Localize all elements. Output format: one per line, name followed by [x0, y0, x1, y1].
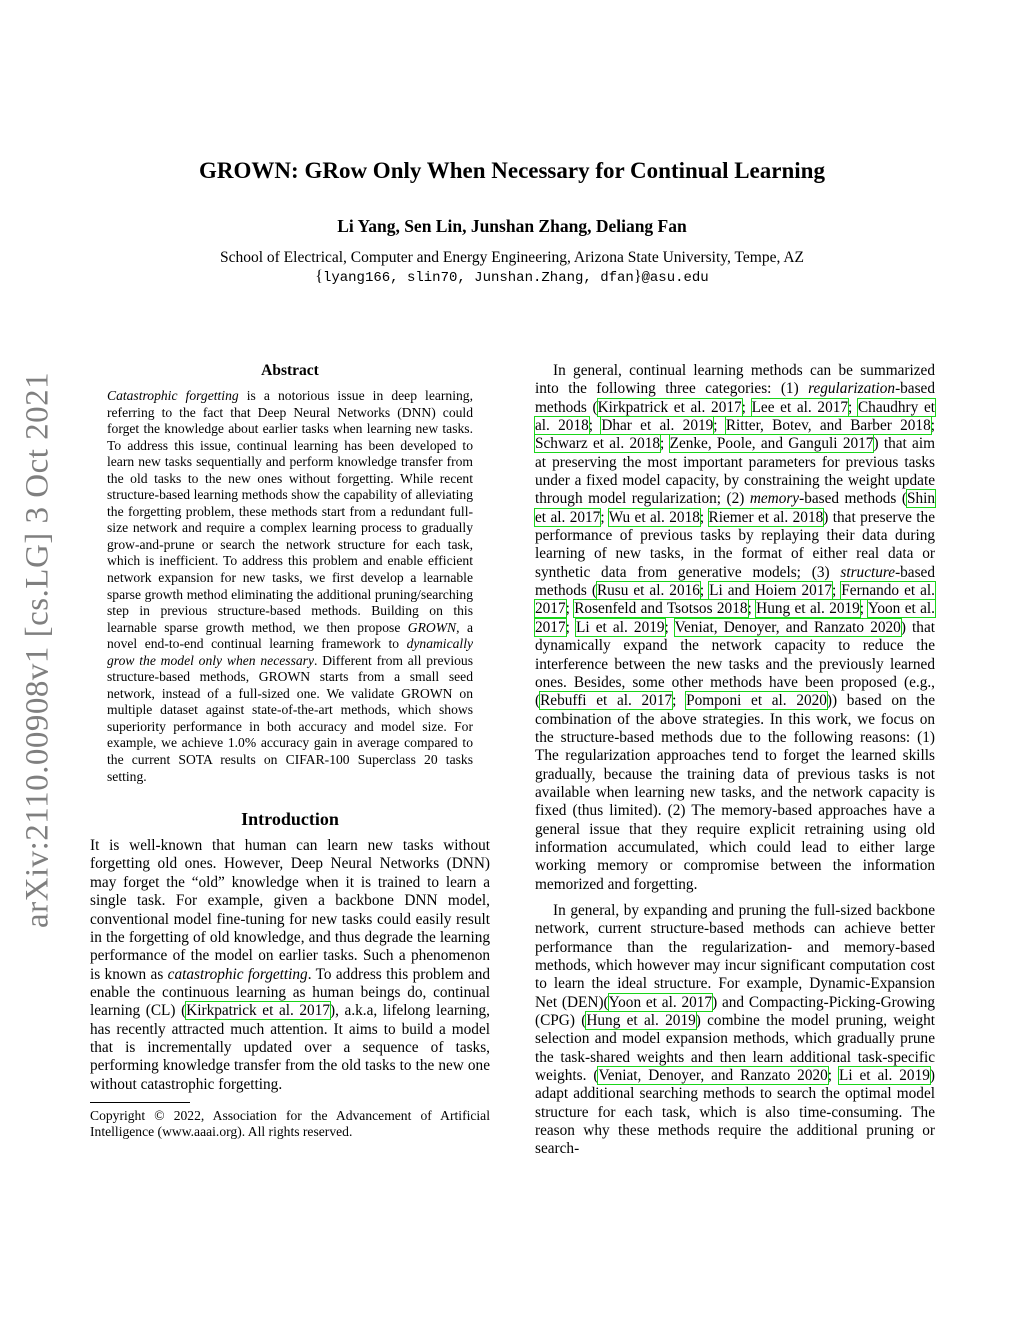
- rp1-text: -based methods (: [535, 380, 935, 416]
- intro-text-2: . To address this problem and enable the continuous learning as human beings do, continual learning (CL) (: [90, 965, 490, 1020]
- abstract-dynamic: dynamically grow the model only when necessary: [107, 636, 473, 668]
- intro-text-1: It is well-known that human can learn new tasks without forgetting old ones. However, Deep Neural Networks (DNN) may forget the “old” knowledge when it is trained to learn a single task. For example, given a backbone DNN model, conventional model fine-tuning for new tasks could easily result in the forgetting of old knowledge, and thus degrade the learning performance of the model on earlier tasks. Such a phenomenon is known as: [90, 837, 490, 983]
- citation-link[interactable]: Yoon et al. 2017: [535, 600, 936, 636]
- rp1-term: regularization: [808, 380, 896, 398]
- brace-close: }: [633, 268, 642, 285]
- abstract-term: Catastrophic forgetting: [107, 388, 239, 403]
- left-column: [90, 362, 490, 1141]
- citation-link[interactable]: Veniat, Denoyer, and Ranzato 2020: [674, 618, 901, 636]
- rp1-text: ) that dynamically expand the network capacity to reduce the interference between the new tasks and the previously learned ones. Besides, some other methods have been proposed (e.g., (: [535, 618, 935, 710]
- arxiv-stamp: arXiv:2110.00908v1 [cs.LG] 3 Oct 2021: [19, 371, 56, 929]
- intro-term: catastrophic forgetting: [167, 965, 308, 983]
- citation-link[interactable]: Li and Hoiem 2017: [709, 582, 833, 600]
- citation-link[interactable]: Pomponi et al. 2020: [686, 692, 827, 710]
- paper-affiliation: School of Electrical, Computer and Energy Engineering, Arizona State University, Tempe, AZ: [219, 249, 805, 266]
- citation-link[interactable]: Rosenfeld and Tsotsos 2018: [574, 600, 748, 618]
- rp1-text: -based methods (: [799, 490, 907, 508]
- citation-link[interactable]: Hung et al. 2019: [756, 600, 860, 618]
- citation-link[interactable]: Wu et al. 2018: [608, 508, 700, 526]
- citation-link[interactable]: Riemer et al. 2018: [708, 508, 824, 526]
- brace-open: {: [315, 268, 323, 285]
- paper-emails: [0, 268, 1024, 286]
- abstract-text-2: , a novel end-to-end continual learning framework to: [107, 619, 473, 652]
- rp1-text: In general, continual learning methods can be summarized into the following three categories: (1): [535, 362, 935, 398]
- rp2-text: ) adapt additional searching methods to search the optimal model structure for each task, which is also time-consuming. The reason why these methods require the additional pruning or search-: [535, 1067, 935, 1158]
- intro-text-3: ), a.k.a, lifelong learning, has recently attracted much attention. It aims to build a model that is incrementally updated over a sequence of tasks, performing knowledge transfer from the old tasks to the new one without catastrophic forgetting.: [90, 1002, 490, 1093]
- citation-link[interactable]: Shin et al. 2017: [535, 490, 935, 526]
- citation-link[interactable]: Fernando et al. 2017: [535, 582, 935, 618]
- citation-link[interactable]: Schwarz et al. 2018: [535, 435, 661, 453]
- citation-link[interactable]: Chaudhry et al. 2018: [535, 398, 936, 435]
- citation-link[interactable]: Li et al. 2019: [576, 618, 665, 636]
- citation-link[interactable]: Kirkpatrick et al. 2017: [597, 398, 742, 416]
- citation-link[interactable]: Rusu et al. 2016: [596, 582, 700, 600]
- paper-title: GROWN: GRow Only When Necessary for Continual Learning: [199, 158, 825, 183]
- introduction-heading: Introduction: [241, 809, 339, 830]
- rp2-text: ) combine the model pruning, weight selection and model expansion methods, which gradually prune the task-shared weights and then learn additional task-specific weights. (: [535, 1012, 935, 1085]
- rp1-text: ) that aim at preserving the most important parameters for previous tasks under a fixed model capacity, by constraining the weight update through model regularization; (2): [535, 435, 935, 508]
- citation-link[interactable]: Ritter, Botev, and Barber 2018: [725, 417, 931, 435]
- abstract-text-1: is a notorious issue in deep learning, referring to the fact that Deep Neural Networks (DNN) could forget the knowledge about earlier tasks when learning new tasks. To address this issue, continual learning has been developed to learn new tasks sequentially and perform knowledge transfer from the old tasks to the new ones without forgetting. While recent structure-based learning methods show the capability of alleviating the forgetting problem, these methods start from a redundant full-size network and require a complex learning process to gradually grow-and-prune or search the network structure for each task, which is inefficient. To address this problem and enable efficient network expansion for new tasks, we first develop a learnable sparse growth method eliminating the additional pruning/searching step in previous structure-based methods. Building on this learnable sparse growth method, we then propose: [107, 388, 473, 635]
- citation-link[interactable]: Zenke, Poole, and Ganguli 2017: [669, 435, 874, 453]
- rp2-text: In general, by expanding and pruning the full-sized backbone network, current structure-based methods can achieve better performance than the regularization- and memory-based methods, which however may incur significant computation cost to learn the ideal structure. For example, Dynamic-Expansion Net (DEN)(: [535, 901, 935, 1011]
- rp1-text: -based methods (: [535, 563, 935, 600]
- rp1-term: structure: [840, 563, 896, 581]
- rp1-text: ) that preserve the performance of previous tasks by replaying their data during learning of new tasks, in the format of either real data or synthetic data from generative models; (3): [535, 508, 935, 581]
- citation-link[interactable]: Hung et al. 2019: [586, 1012, 696, 1030]
- citation-link[interactable]: Rebuffi et al. 2017: [540, 692, 673, 710]
- abstract-heading: Abstract: [261, 362, 319, 379]
- right-paragraph-1: In general, continual learning methods can be summarized into the following three categories: (1) regularization-based methods (Kirkpatrick et al. 2017; Lee et al. 2017; Chaudhry et al. 2018; Dhar et al. 2019; Ritter, Botev, and Barber 2018; Schwarz et al. 2018; Zenke, Poole, and Ganguli 2017) that aim at preserving the most important parameters for previous tasks under a fixed model capacity, by constraining the weight update through model regularization; (2) memory-based methods (Shin et al. 2017; Wu et al. 2018; Riemer et al. 2018) that preserve the performance of previous tasks by replaying their data during learning of new tasks, in the format of either real data or synthetic data from generative models; (3) structure-based methods (Rusu et al. 2016; Li and Hoiem 2017; Fernando et al. 2017; Rosenfeld and Tsotsos 2018; Hung et al. 2019; Yoon et al. 2017; Li et al. 2019; Veniat, Denoyer, and Ranzato 2020) that dynamically expand the network capacity to reduce the interference between the new tasks and the previously learned ones. Besides, some other methods have been proposed (e.g., (Rebuffi et al. 2017; Pomponi et al. 2020)) based on the combination of the above strategies. In this work, we focus on the structure-based methods due to the following reasons: (1) The regularization approaches tend to forget the learned skills gradually, because the training data of previous tasks is not available when learning new tasks, and the network capacity is fixed (thus limited). (2) The memory-based approaches have a general issue that they require explicit retraining using old information accumulated, which could lead to either large working memory or compromise between the information memorized and forgetting.: [535, 362, 936, 893]
- email-domain: @asu.edu: [641, 270, 709, 286]
- email-names: lyang166, slin70, Junshan.Zhang, dfan: [322, 270, 634, 286]
- citation-link[interactable]: Veniat, Denoyer, and Ranzato 2020: [598, 1067, 828, 1085]
- intro-paragraph: [90, 837, 490, 1094]
- abstract-text: [107, 388, 473, 785]
- rp1-term: memory: [749, 490, 800, 508]
- copyright-footnote: Copyright © 2022, Association for the Advancement of Artificial Intelligence (www.aaai.org). All rights reserved.: [90, 1107, 490, 1140]
- abstract-text-3: . Different from all previous structure-based methods, GROWN starts from a small seed network, instead of a full-sized one. We validate GROWN on multiple dataset against state-of-the-art methods, which shows superiority performance in both accuracy and model size. For example, we achieve 1.0% accuracy gain in average compared to the current SOTA results on CIFAR-100 Superclass 20 tasks setting.: [107, 652, 474, 784]
- rp1-text: )) based on the combination of the above strategies. In this work, we focus on the structure-based methods due to the following reasons: (1) The regularization approaches tend to forget the learned skills gradually, because the training data of previous tasks is not available when learning new tasks, and the network capacity is fixed (thus limited). (2) The memory-based approaches have a general issue that they require explicit retraining using old information accumulated, which could lead to either large working memory or compromise between the information memorized and forgetting.: [535, 692, 935, 893]
- right-column: [535, 362, 935, 1159]
- citation-link[interactable]: Yoon et al. 2017: [608, 993, 713, 1011]
- abstract-grown: GROWN: [407, 619, 457, 635]
- footnote-rule: [90, 1102, 190, 1103]
- citation-link[interactable]: Li et al. 2019: [838, 1067, 930, 1085]
- paper-authors: Li Yang, Sen Lin, Junshan Zhang, Deliang Fan: [337, 216, 687, 236]
- citation-link[interactable]: Kirkpatrick et al. 2017: [186, 1002, 331, 1020]
- citation-link[interactable]: Lee et al. 2017: [751, 398, 849, 416]
- right-paragraph-2: In general, by expanding and pruning the full-sized backbone network, current structure-based methods can achieve better performance than the regularization- and memory-based methods, which however may incur significant computation cost to learn the ideal structure. For example, Dynamic-Expansion Net (DEN)(Yoon et al. 2017) and Compacting-Picking-Growing (CPG) (Hung et al. 2019) combine the model pruning, weight selection and model expansion methods, which gradually prune the task-shared weights and then learn additional task-specific weights. (Veniat, Denoyer, and Ranzato 2020; Li et al. 2019) adapt additional searching methods to search the optimal model structure for each task, which is also time-consuming. The reason why these methods require the additional pruning or search-: [535, 901, 935, 1158]
- rp2-text: ) and Compacting-Picking-Growing (CPG) (: [535, 993, 935, 1030]
- citation-link[interactable]: Dhar et al. 2019: [601, 417, 714, 435]
